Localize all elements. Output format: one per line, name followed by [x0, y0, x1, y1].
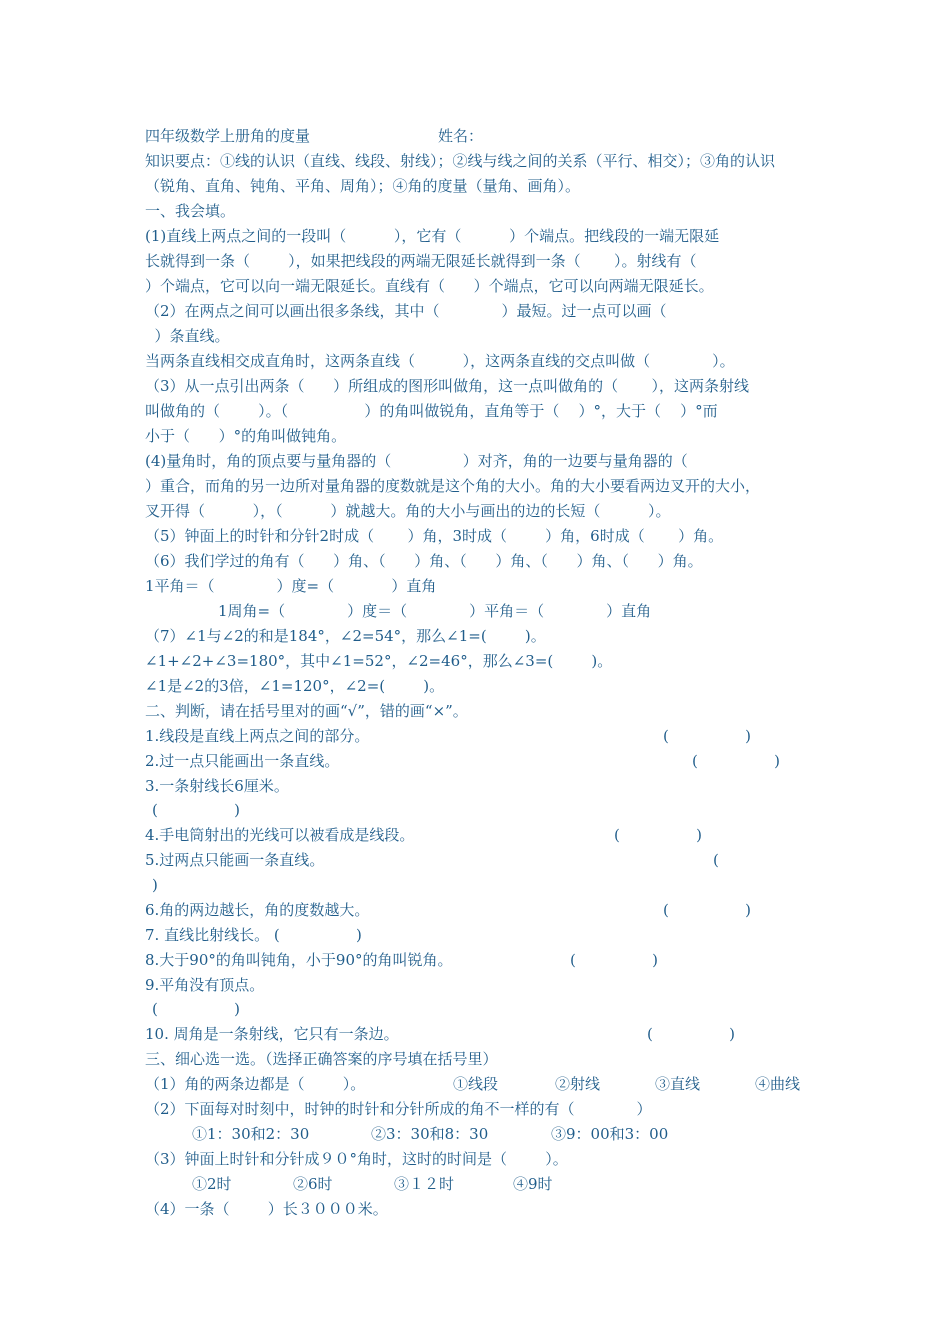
- question-line: （2）在两点之间可以画出很多条线，其中（ ）最短。过一点可以画（: [145, 302, 667, 320]
- choice-option: ①2时: [192, 1175, 232, 1193]
- answer-bracket: ( ): [692, 752, 780, 770]
- question-line: ∠1+∠2+∠3=180°，其中∠1=52°，∠2=46°，那么∠3=( )。: [145, 652, 613, 670]
- choice-option: ②3：30和8：30: [371, 1125, 489, 1143]
- choice-question: （4）一条（ ）长３０００米。: [145, 1200, 388, 1218]
- question-line: （3）从一点引出两条（ ）所组成的图形叫做角，这一点叫做角的（ ），这两条射线: [145, 377, 750, 395]
- choice-question: （2）下面每对时刻中，时钟的时针和分针所成的角不一样的有（ ）: [145, 1100, 652, 1118]
- judge-item: 5.过两点只能画一条直线。: [145, 851, 325, 869]
- question-line: （6）我们学过的角有（ ）角、（ ）角、（ ）角、（ ）角、（ ）角。: [145, 552, 703, 570]
- section-heading-choice: 三、细心选一选。（选择正确答案的序号填在括号里）: [145, 1050, 498, 1068]
- choice-option: ②6时: [293, 1175, 333, 1193]
- answer-bracket: ): [152, 876, 158, 894]
- question-line: 小于（ ）°的角叫做钝角。: [145, 427, 347, 445]
- judge-item: 1.线段是直线上两点之间的部分。: [145, 727, 370, 745]
- question-line: ∠1是∠2的3倍，∠1=120°，∠2=( )。: [145, 677, 445, 695]
- answer-bracket: ( ): [663, 901, 751, 919]
- judge-item: 3.一条射线长6厘米。: [145, 777, 289, 795]
- question-line: 叫做角的（ ）。（ ）的角叫做锐角，直角等于（ ）°，大于（ ）°而: [145, 402, 718, 420]
- section-heading-judge: 二、判断，请在括号里对的画“√”，错的画“×”。: [145, 702, 468, 720]
- question-line: ）条直线。: [145, 327, 230, 345]
- knowledge-points: 知识要点：①线的认识（直线、线段、射线）；②线与线之间的关系（平行、相交）；③角的认识: [145, 152, 776, 170]
- answer-bracket: (: [713, 851, 719, 869]
- choice-option: ①1：30和2：30: [192, 1125, 310, 1143]
- question-line: 长就得到一条（ ），如果把线段的两端无限延长就得到一条（ ）。射线有（: [145, 252, 697, 270]
- question-line: (4)量角时，角的顶点要与量角器的（ ）对齐，角的一边要与量角器的（: [145, 452, 688, 470]
- question-line: 1周角=（ ）度＝（ ）平角＝（ ）直角: [218, 602, 652, 620]
- judge-item: 4.手电筒射出的光线可以被看成是线段。: [145, 826, 415, 844]
- answer-bracket: ( ): [152, 1000, 240, 1018]
- judge-item: 9.平角没有顶点。: [145, 976, 265, 994]
- answer-bracket: ( ): [663, 727, 751, 745]
- question-line: （5）钟面上的时针和分针2时成（ ）角，3时成（ ）角，6时成（ ）角。: [145, 527, 724, 545]
- judge-item: 10. 周角是一条射线，它只有一条边。: [145, 1025, 399, 1043]
- judge-item: 8.大于90°的角叫钝角，小于90°的角叫锐角。: [145, 951, 453, 969]
- name-label: 姓名：: [438, 127, 484, 145]
- question-line: 当两条直线相交成直角时，这两条直线（ ），这两条直线的交点叫做（ ）。: [145, 352, 735, 370]
- question-line: (1)直线上两点之间的一段叫（ ），它有（ ）个端点。把线段的一端无限延: [145, 227, 720, 245]
- question-line: 1平角＝（ ）度=（ ）直角: [145, 577, 437, 595]
- choice-question: （3）钟面上时针和分针成９０°角时，这时的时间是（ ）。: [145, 1150, 568, 1168]
- answer-bracket: ( ): [647, 1025, 735, 1043]
- choice-option: ③１２时: [394, 1175, 455, 1193]
- choice-option: ②射线: [555, 1075, 601, 1093]
- question-line: 叉开得（ ），（ ）就越大。角的大小与画出的边的长短（ ）。: [145, 502, 671, 520]
- choice-option: ①线段: [453, 1075, 499, 1093]
- judge-item: 7. 直线比射线长。 ( ): [145, 926, 362, 944]
- choice-option: ④9时: [513, 1175, 553, 1193]
- judge-item: 6.角的两边越长，角的度数越大。: [145, 901, 370, 919]
- answer-bracket: ( ): [152, 801, 240, 819]
- judge-item: 2.过一点只能画出一条直线。: [145, 752, 340, 770]
- choice-option: ④曲线: [755, 1075, 801, 1093]
- answer-bracket: ( ): [614, 826, 702, 844]
- section-heading-fill: 一、我会填。: [145, 202, 236, 220]
- answer-bracket: ( ): [570, 951, 658, 969]
- question-line: ）重合，而角的另一边所对量角器的度数就是这个角的大小。角的大小要看两边叉开的大小，: [145, 477, 761, 495]
- knowledge-points-cont: （锐角、直角、钝角、平角、周角）；④角的度量（量角、画角）。: [145, 177, 581, 195]
- choice-option: ③9：00和3：00: [551, 1125, 669, 1143]
- worksheet-title: 四年级数学上册角的度量: [145, 127, 311, 145]
- choice-option: ③直线: [655, 1075, 701, 1093]
- choice-question: （1）角的两条边都是（ ）。: [145, 1075, 366, 1093]
- question-line: （7）∠1与∠2的和是184°，∠2=54°，那么∠1=( )。: [145, 627, 546, 645]
- question-line: ）个端点，它可以向一端无限延长。直线有（ ）个端点，它可以向两端无限延长。: [145, 277, 714, 295]
